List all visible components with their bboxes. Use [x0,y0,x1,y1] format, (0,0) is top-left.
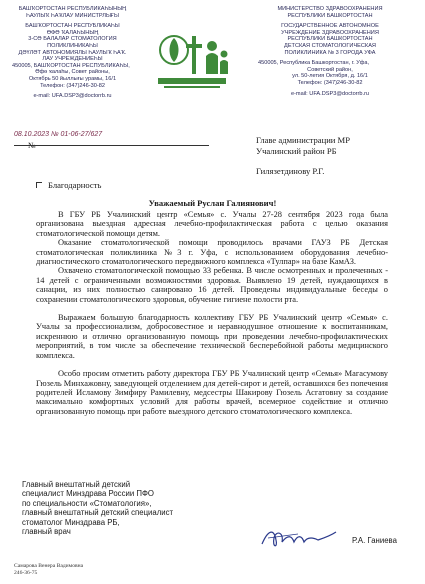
signature-title-line: специалист Минздрава России ПФО [22,489,154,499]
header-left-address: 450005, БАШҠОРТОСТАН РЕСПУБЛИКАҺЫ, [12,62,130,69]
signature-title-line: Главный внештатный детский [22,480,131,489]
subject-line [36,180,101,190]
header-right-line: Советский район, [307,66,353,73]
header-right-line: ГОСУДАРСТВЕННОЕ АВТОНОМНОЕ [281,23,379,30]
header-right-phone: Телефон: (347)246-30-82 [297,79,363,86]
header-right-email: e-mail: UFA.DSP3@doctorrb.ru [290,90,370,97]
subject-text: Благодарность [48,180,102,190]
registration-no-label: № [28,141,36,150]
header-left-line: ӨФӨ ҠАЛАҺЫНЫҢ [46,29,99,36]
header-left-line: ҺАУЛЫҠ ҺАҠЛАУ МИНИСТРЛЫҒЫ [26,12,119,19]
header-right-line: УЧРЕЖДЕНИЕ ЗДРАВООХРАНЕНИЯ [281,29,379,36]
clinic-logo-icon [150,24,235,99]
body-paragraph: Охвачено стоматологической помощью 33 ребенка. В числе осмотренных и пролеченных - 14 детей с ограниченными возможностями здоровья. Выявлено 19 детей, нуждающихся в санации, из них полностью санировано 16 детей. Проведены индивидуальные беседы о сохранении стоматологического здоровья, обучение гигиене полости рта. [36,266,388,304]
addressee-line: Учалинский район РБ [256,146,337,156]
header-left-line: БАШҠОРТОСТАН РЕСПУБЛИКАҺЫ [25,23,120,30]
header-right-line: ПОЛИКЛИНИКА № 3 ГОРОДА УФА [284,49,376,56]
signature-title-line: по специальности «Стоматология», [22,498,152,508]
signature-title-line: главный внештатный детский специалист [22,508,174,518]
header-right-line: РЕСПУБЛИКИ БАШКОРТОСТАН [287,36,373,43]
body-paragraph: Особо просим отметить работу директора ГБУ РБ Учалинский центр «Семья» Магасумову Гюзель Минхажовну, заведующей отделением для детей-сирот и детей, оставшихся без попечения родителей Исламову Зимфиру Рамилевну, медсестры Шакирову Гюзель Асгатовну за создание максимально комфортных условий для работы врачей, всемерное содействие и отлично организованную помощь при работе выездного детского стоматологического комплекса. [36,369,388,416]
body-paragraph: В ГБУ РБ Учалинский центр «Семья» с. Учалы 27-28 сентября 2023 года была организована выездная адресная лечебно-профилактическая работа с целью оказания стоматологической помощи детям. [36,210,388,238]
header-left-line: 3-СӨ БАЛАЛАР СТОМАТОЛОГИЯ [28,36,117,43]
header-right-line: ул. 50-летия Октября, д. 16/1 [292,73,368,80]
letter-body [36,210,388,416]
header-left-email: e-mail: UFA.DSP3@doctorrb.ru [33,93,112,100]
registration-number-handwritten: 08.10.2023 № 01-06-27/627 [14,131,103,138]
header-left-line: Өфө ҡалаһы, Совет районы, [35,69,110,76]
signer-name: Р.А. Ганиева [352,536,397,545]
body-paragraph: Оказание стоматологической помощи проводилось врачами ГАУЗ РБ Детская стоматологическая поликлиника №3 г. Уфа, с использованием оборудования лечебно-диагностического стоматологического передвижного комплекса «Тулпар» на базе КамАЗ. [36,238,388,267]
header-right-line: МИНИСТЕРСТВО ЗДРАВООХРАНЕНИЯ [277,6,383,12]
registration-underline [14,145,209,146]
executor-name: Самарова Венера Вадимовна [14,563,84,569]
header-left-line: ДӘҮЛӘТ АВТОНОМИЯЛЫ ҺАУЛЫҠ ҺАҠ. [18,49,127,56]
header-right-line: РЕСПУБЛИКИ БАШКОРТОСТАН [287,12,373,19]
executor-phone: 246-36-75 [14,569,38,576]
handwritten-signature [258,522,338,552]
header-right-address: 450005, Республика Башкортостан, г. Уфа, [258,60,370,67]
greeting: Уважаемый Руслан Галиянович! [148,198,277,208]
corner-mark-icon [36,182,42,188]
signature-title-line: стоматолог Минздрава РБ, [22,517,120,527]
executor-info [14,563,83,576]
signature-title-line: главный врач [22,527,71,537]
header-right-line: ДЕТСКАЯ СТОМАТОЛОГИЧЕСКАЯ [284,42,376,49]
header-right-russian [244,6,416,97]
header-left-phone: Телефон: (347)246-30-82 [40,82,105,89]
addressee-line: Главе администрации МР [256,135,350,145]
addressee-name: Гилязетдинову Р.Г. [256,166,325,176]
signature-block [22,480,173,536]
header-left-line: Октябрь 50 йыллығы урамы, 16/1 [28,75,117,82]
header-left-line: ПОЛИКЛИНИКАҺЫ [47,42,98,49]
addressee-block [256,135,350,157]
header-left-line: БАШҠОРТОСТАН РЕСПУБЛИКАҺЫНЫҢ [18,6,127,12]
body-paragraph: Выражаем большую благодарность коллективу ГБУ РБ Учалинский центр «Семья» с. Учалы за профессионализм, добросовестное и неравнодушное отношение к воспитанникам, искреннюю и отлично организованную помощь при проведении лечебно-профилактических мероприятий, в том числе за обеспечение технической бесперебойной работы медицинского комплекса. [36,313,388,360]
header-left-bashkir [10,6,135,100]
header-left-line: ЛАУ УЧРЕЖДЕНИЕҺЫ [42,56,103,63]
